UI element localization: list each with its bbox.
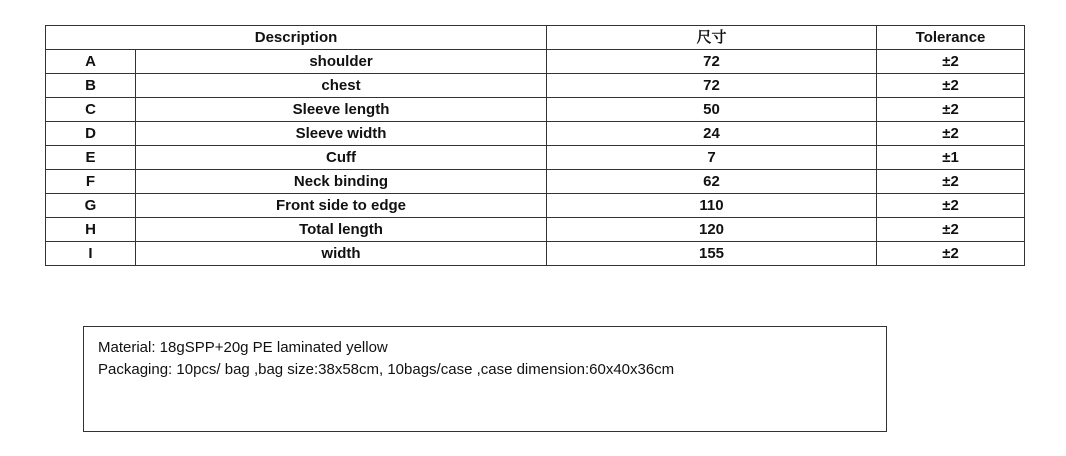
row-size: 50 bbox=[547, 98, 877, 122]
table-row bbox=[46, 194, 1025, 218]
row-code: A bbox=[46, 50, 136, 74]
row-description: Total length bbox=[136, 218, 547, 242]
material-packaging-notes bbox=[83, 326, 887, 432]
row-size: 155 bbox=[547, 242, 877, 266]
row-code: G bbox=[46, 194, 136, 218]
table-row bbox=[46, 146, 1025, 170]
row-size: 72 bbox=[547, 74, 877, 98]
row-size: 24 bbox=[547, 122, 877, 146]
packaging-note: Packaging: 10pcs/ bag ,bag size:38x58cm, 10bags/case ,case dimension:60x40x36cm bbox=[98, 361, 675, 378]
row-code: I bbox=[46, 242, 136, 266]
row-description: Cuff bbox=[136, 146, 547, 170]
row-tolerance: ±1 bbox=[877, 146, 1025, 170]
row-tolerance: ±2 bbox=[877, 74, 1025, 98]
row-tolerance: ±2 bbox=[877, 98, 1025, 122]
table-row bbox=[46, 170, 1025, 194]
row-description: Sleeve width bbox=[136, 122, 547, 146]
row-size: 110 bbox=[547, 194, 877, 218]
row-size: 7 bbox=[547, 146, 877, 170]
row-tolerance: ±2 bbox=[877, 170, 1025, 194]
table-row bbox=[46, 98, 1025, 122]
row-tolerance: ±2 bbox=[877, 218, 1025, 242]
row-code: F bbox=[46, 170, 136, 194]
table-header-row bbox=[46, 26, 1025, 50]
row-description: Neck binding bbox=[136, 170, 547, 194]
header-description: Description bbox=[46, 26, 547, 50]
material-note: Material: 18gSPP+20g PE laminated yellow bbox=[98, 339, 388, 356]
header-tolerance: Tolerance bbox=[877, 26, 1025, 50]
row-tolerance: ±2 bbox=[877, 50, 1025, 74]
row-description: Front side to edge bbox=[136, 194, 547, 218]
row-code: C bbox=[46, 98, 136, 122]
row-description: width bbox=[136, 242, 547, 266]
row-size: 72 bbox=[547, 50, 877, 74]
header-size: 尺寸 bbox=[547, 26, 877, 50]
row-size: 120 bbox=[547, 218, 877, 242]
row-tolerance: ±2 bbox=[877, 122, 1025, 146]
table-row bbox=[46, 242, 1025, 266]
row-code: D bbox=[46, 122, 136, 146]
row-tolerance: ±2 bbox=[877, 242, 1025, 266]
table-row bbox=[46, 74, 1025, 98]
row-description: Sleeve length bbox=[136, 98, 547, 122]
row-code: E bbox=[46, 146, 136, 170]
table-row bbox=[46, 218, 1025, 242]
row-code: H bbox=[46, 218, 136, 242]
row-tolerance: ±2 bbox=[877, 194, 1025, 218]
table-row bbox=[46, 50, 1025, 74]
row-description: chest bbox=[136, 74, 547, 98]
row-description: shoulder bbox=[136, 50, 547, 74]
table-body bbox=[46, 50, 1025, 266]
row-size: 62 bbox=[547, 170, 877, 194]
size-spec-table bbox=[45, 25, 1025, 266]
row-code: B bbox=[46, 74, 136, 98]
table-row bbox=[46, 122, 1025, 146]
